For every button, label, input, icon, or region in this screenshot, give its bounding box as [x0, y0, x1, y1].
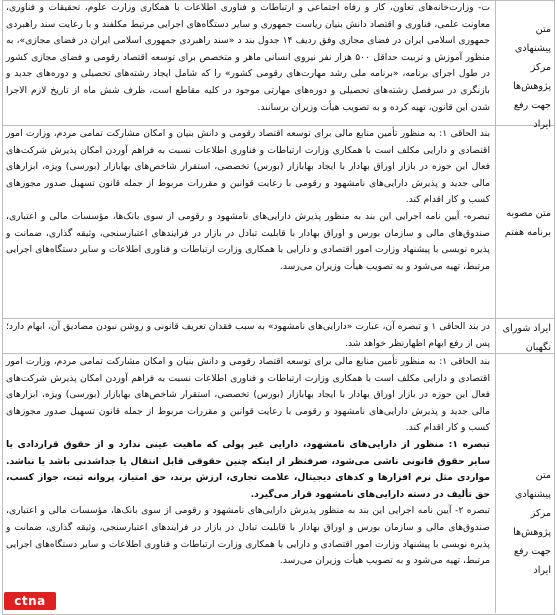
row-label: متن پیشنهادی مرکز پژوهش‌ها جهت رفع ایراد	[495, 0, 555, 125]
row-content	[2, 126, 494, 318]
table-row-proposed-text-1	[2, 0, 555, 130]
paragraph: تبصره- آیین نامه اجرایی این بند به منظور پذیرش دارایی‌های نامشهود و رقومی از سوی بانک‌ها، مؤسسات مالی و اعتباری، صندوق‌های مالی و سازمان بورس و اوراق بهادار با قابلیت تبادل در بازار در فرایندهای اعتبارسنجی، وثیقه گذاری، ضمانت و پذیره نویسی با پیشنهاد وزارت امور اقتصادی و دارایی با همکاری وزارت ارتباطات و فناوری اطلاعات و سایر دستگاه‌های اجرایی مرتبط، تهیه می‌شود و به تصویب هیأت وزیران می‌رسد.	[6, 210, 490, 272]
paragraph: تبصره ۲- آیین نامه اجرایی این بند به منظور پذیرش دارایی‌های نامشهود و رقومی از سوی بانک‌ها، مؤسسات مالی و اعتباری، صندوق‌های مالی و سازمان بورس و اوراق بهادار با قابلیت تبادل در بازار در فرایندهای اعتبارسنجی، وثیقه گذاری، ضمانت و پذیره نویسی با پیشنهاد وزارت امور اقتصادی و دارایی با همکاری وزارت ارتباطات و فناوری اطلاعات و سایر دستگاه‌های اجرایی مرتبط، تهیه می‌شود و به تصویب هیأت وزیران می‌رسد.	[6, 505, 490, 567]
paragraph: ت- وزارت‌خانه‌های تعاون، کار و رفاه اجتماعی و ارتباطات و فناوری اطلاعات با همکاری وزارت علوم، تحقیقات و فناوری، معاونت علمی، فناوری و اقتصاد دانش بنیان ریاست جمهوری و سایر دستگاه‌های اجرایی مرتبط مکلفند و با رعایت سند راهبردی جمهوری اسلامی ایران در فضای مجازی وفق ردیف ۱۴ جدول بند د «سند راهبردی جمهوری اسلامی ایران در فضای مجازی»، به منظور آموزش و تربیت حداقل ۵۰۰ هزار نفر نیروی انسانی ماهر و متخصص برای توسعه اقتصاد رقومی و فضای مجازی کشور در طول اجرای برنامه، «برنامه ملی رشد مهارت‌های رقومی کشور» را که شامل ایجاد رشته‌های تحصیلی و دوره‌های جدید و بازنگری در سرفصل رشته‌های تحصیلی و دوره‌های مهارتی موجود در کلیه مقاطع است، ظرف شش ماه از تاریخ لازم الاجرا شدن این قانون، تهیه کرده و به تصویب هیأت وزیران برسانند.	[6, 2, 490, 113]
bold-paragraph: تبصره ۱: منظور از دارایی‌های نامشهود، دارایی غیر پولی که ماهیت عینی ندارد و از حقوق قراردادی یا سایر حقوق قانونی ناشی می‌شود، صرفنظر از اینکه چنین حقوقی قابل انتقال یا جداشدنی باشد یا نباشد. مواردی مثل نرم افزارها و کدهای دیجیتال، علامت تجاری، ارزش برند، حق امتیاز، پروانه ثبت، جواز کسب، حق تألیف در دسته دارایی‌های نامشهود قرار می‌گیرد.	[6, 438, 490, 500]
ctna-logo: ctna	[4, 592, 56, 610]
row-content	[2, 0, 494, 125]
table-row-proposed-text-2	[2, 354, 555, 613]
comparison-table	[2, 0, 555, 614]
paragraph: در بند الحاقی ۱ و تبصره آن، عبارت «دارایی‌های نامشهود» به سبب فقدان تعریف قانونی و روشن نبودن مصادیق آن، ابهام دارد؛ پس از رفع ابهام اظهارنظر خواهد شد.	[6, 321, 490, 349]
row-label: ایراد شورای نگهبان	[495, 319, 555, 353]
row-label: متن مصوبه برنامه هفتم	[495, 126, 555, 318]
paragraph: بند الحاقی ۱: به منظور تأمین منابع مالی برای توسعه اقتصاد رقومی و دانش بنیان و امکان مشارکت تمامی مردم، وزارت امور اقتصادی و دارایی مکلف است با همکاری وزارت ارتباطات و فناوری اطلاعات نسبت به فراهم آوردن امکان پذیرش شرکت‌های فعال این حوزه در بازار اوراق بهادار با ایجاد بهابازار (بورس) تخصصی، استقرار شاخص‌های بهابازار (بورسی) ویژه، ابزارهای مالی جدید و پذیرش دارایی‌های نامشهود و رقومی با رعایت قوانین و مقررات مربوط از جمله قانون تسهیل صدور مجوزهای کسب و کار اقدام کند.	[6, 356, 491, 434]
row-label: متن پیشنهادی مرکز پژوهش‌ها جهت رفع ایراد	[495, 354, 555, 613]
row-content	[2, 354, 494, 613]
table-row-guardian-council-objection	[2, 319, 555, 354]
paragraph: بند الحاقی ۱: به منظور تأمین منابع مالی برای توسعه اقتصاد رقومی و دانش بنیان و امکان مشارکت تمامی مردم، وزارت امور اقتصادی و دارایی مکلف است با همکاری وزارت ارتباطات و فناوری اطلاعات نسبت به فراهم آوردن امکان پذیرش شرکت‌های فعال این حوزه در بازار اوراق بهادار با ایجاد بهابازار (بورس) تخصصی، استقرار شاخص‌های بهابازار (بورسی) ویژه، ابزارهای مالی جدید و پذیرش دارایی‌های نامشهود و رقومی با رعایت قوانین و مقررات مربوط از جمله قانون تسهیل صدور مجوزهای کسب و کار اقدام کند.	[6, 128, 491, 206]
table-row-approved-text	[2, 126, 555, 319]
row-content	[2, 319, 494, 353]
